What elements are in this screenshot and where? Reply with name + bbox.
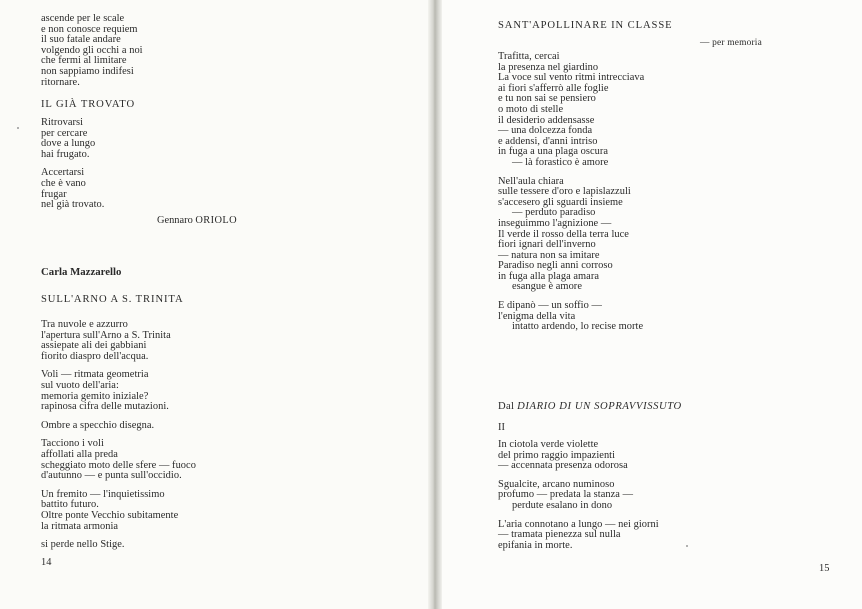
poem-line: La voce sul vento ritmi intrecciava — [498, 72, 645, 84]
poem-line: intatto ardendo, lo recise morte — [512, 321, 644, 333]
section-prefix: Dal — [498, 401, 515, 412]
poem-line: L'aria connotano a lungo — nei giorni — [498, 518, 659, 530]
poem-ending — [41, 14, 143, 88]
poem-line: l'enigma della vita — [498, 310, 576, 322]
poem-line: il desiderio addensasse — [498, 114, 595, 126]
poem-line: Un fremito — l'inquietissimo — [41, 488, 165, 500]
poem-line: del primo raggio impazienti — [498, 449, 616, 461]
poem-line: sul vuoto dell'aria: — [41, 379, 119, 391]
section-title: DIARIO DI UN SOPRAVVISSUTO — [517, 401, 682, 412]
page-speck — [686, 545, 688, 547]
poem-line: epifania in morte. — [498, 539, 573, 551]
poem-il-gia-trovato — [41, 118, 104, 211]
book-gutter — [428, 0, 442, 609]
poem-line: — là forastico è amore — [512, 156, 609, 168]
poem-line: Tra nuvole e azzurro — [41, 319, 128, 330]
poem-line: Ombre a specchio disegna. — [41, 419, 155, 431]
poem-line: dove a lungo — [41, 138, 96, 150]
page-speck — [17, 127, 19, 129]
poem-line: hai frugato. — [41, 148, 90, 160]
poem-line: Accertarsi — [41, 167, 85, 179]
page-number-right: 15 — [819, 563, 830, 574]
poem-line: l'apertura sull'Arno a S. Trinita — [41, 329, 171, 341]
poem-line: affollati alla preda — [41, 448, 118, 460]
poem-line: non sappiamo indifesi — [41, 65, 134, 77]
page-number-left: 14 — [41, 557, 52, 568]
poem-sant-apollinare — [498, 52, 644, 333]
poem-line: perdute esalano in dono — [512, 499, 613, 511]
poem-line: E dipanò — un soffio — — [498, 300, 602, 312]
poem-line: che fermi al limitare — [41, 55, 127, 67]
author-heading: Carla Mazzarello — [41, 266, 122, 278]
poem-line: volgendo gli occhi a noi — [41, 44, 143, 56]
section-number: II — [498, 422, 505, 433]
poem-line: in fuga alla plaga amara — [498, 270, 600, 282]
poem-line: e tu non sai se pensiero — [498, 93, 596, 105]
signature-surname: ORIOLO — [195, 215, 238, 226]
poem-line: in fuga a una plaga oscura — [498, 146, 609, 158]
poem-line: profumo — predata la stanza — — [498, 489, 634, 501]
poem-line: Tacciono i voli — [41, 438, 104, 450]
poem-line: e addensi, d'anni intriso — [498, 135, 598, 147]
poem-line: memoria gemito iniziale? — [41, 390, 149, 402]
poem-line: nel già trovato. — [41, 199, 105, 211]
poem-line: e non conosce requiem — [41, 23, 138, 35]
poem-sull-arno — [41, 320, 196, 551]
poem-line: il suo fatale andare — [41, 34, 121, 46]
poem-line: per cercare — [41, 127, 88, 139]
poem-line: — accennata presenza odorosa — [498, 460, 628, 472]
poem-title-il-gia-trovato: IL GIÀ TROVATO — [41, 99, 136, 110]
poem-line: sulle tessere d'oro e lapislazzuli — [498, 186, 631, 198]
poem-line: s'accesero gli sguardi insieme — [498, 196, 623, 208]
poem-line: che è vano — [41, 177, 86, 189]
poem-line: — una dolcezza fonda — [498, 125, 593, 137]
poem-line: Nell'aula chiara — [498, 175, 564, 187]
poem-line: Ritrovarsi — [41, 117, 84, 128]
section-heading-diario — [498, 401, 682, 412]
poem-line: Trafitta, cercai — [498, 51, 560, 62]
poem-line: si perde nello Stige. — [41, 539, 125, 551]
poem-line: fiorito diaspro dell'acqua. — [41, 350, 149, 362]
poem-line: scheggiato moto delle sfere — fuoco — [41, 459, 196, 471]
signature — [157, 215, 237, 226]
poem-line: la presenza nel giardino — [498, 61, 599, 73]
poem-line: Oltre ponte Vecchio subitamente — [41, 509, 179, 521]
poem-line: ritornare. — [41, 76, 80, 88]
poem-line: — natura non sa imitare — [498, 249, 600, 261]
poem-title-sant-apollinare: SANT'APOLLINARE IN CLASSE — [498, 20, 673, 31]
poem-line: In ciotola verde violette — [498, 439, 599, 450]
poem-line: battito futuro. — [41, 499, 99, 511]
poem-dedication: — per memoria — [700, 38, 762, 48]
poem-line: esangue è amore — [512, 281, 582, 293]
poem-line: ai fiori s'afferrò alle foglie — [498, 82, 609, 94]
poem-line: assiepate ali dei gabbiani — [41, 340, 147, 352]
signature-first-name: Gennaro — [157, 215, 193, 226]
poem-line: — tramata pienezza sul nulla — [498, 529, 621, 541]
poem-line: — perduto paradiso — [512, 207, 596, 219]
poem-line: frugar — [41, 188, 67, 200]
poem-title-sull-arno: SULL'ARNO A S. TRINITA — [41, 294, 184, 305]
poem-line: o moto di stelle — [498, 103, 564, 115]
poem-line: d'autunno — e punta sull'occidio. — [41, 470, 182, 482]
poem-line: Voli — ritmata geometria — [41, 369, 149, 381]
poem-line: la ritmata armonia — [41, 520, 119, 532]
poem-line: fiori ignari dell'inverno — [498, 239, 596, 251]
poem-line: ascende per le scale — [41, 13, 125, 24]
poem-diario — [498, 440, 659, 551]
poem-line: rapinosa cifra delle mutazioni. — [41, 401, 169, 413]
poem-line: Sgualcite, arcano numinoso — [498, 478, 615, 490]
poem-line: Il verde il rosso della terra luce — [498, 228, 629, 240]
poem-line: inseguimmo l'agnizione — — [498, 217, 612, 229]
poem-line: Paradiso negli anni corroso — [498, 260, 613, 272]
